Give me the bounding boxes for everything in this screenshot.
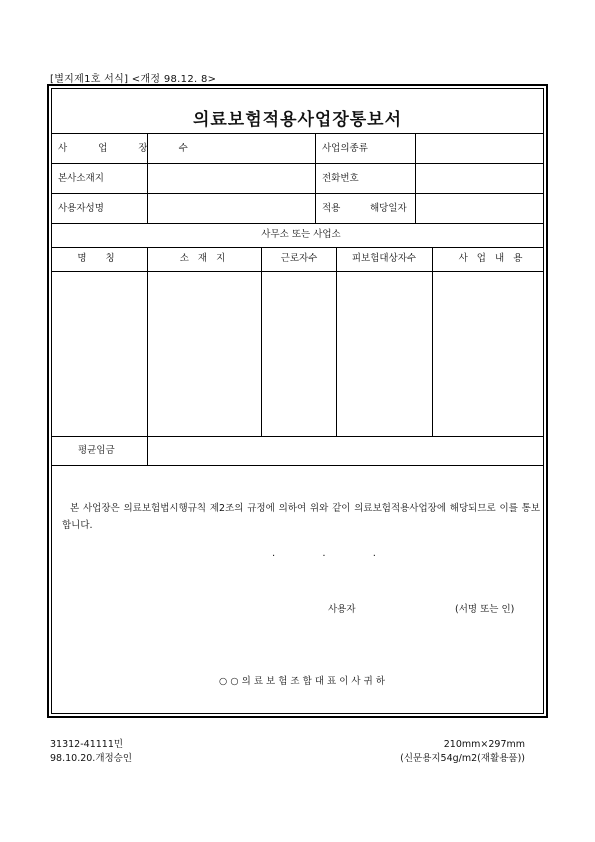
row-divider: [52, 223, 543, 224]
phone-label: 전화번호: [322, 173, 359, 184]
average-wage-label: 평균임금: [78, 445, 115, 456]
row-divider: [52, 133, 543, 134]
notice-text: 본 사업장은 의료보험법시행규칙 제2조의 규정에 의하여 위와 같이 의료보험적용사업장에 해당되므로 이를 통보합니다.: [62, 503, 540, 531]
form-number-note: [별지제1호 서식] <개정 98.12. 8>: [50, 74, 217, 85]
row-divider: [52, 247, 543, 248]
column-divider: [415, 133, 416, 223]
footer-code: 31312-41111민: [50, 739, 124, 750]
offices-column-insured: 피보험대상자수: [351, 253, 417, 264]
row-divider: [52, 163, 543, 164]
form-body: [51, 88, 544, 714]
employer-label: 사용자: [328, 604, 356, 615]
offices-column-business: 사 업 내 용: [458, 253, 526, 264]
recipient-line: ○ ○ 의 료 보 험 조 합 대 표 이 사 귀 하: [219, 676, 385, 687]
applicable-label: 적용: [322, 203, 341, 214]
column-divider: [261, 247, 262, 436]
employer-name-label: 사용자성명: [58, 203, 104, 214]
form-frame: [47, 84, 548, 718]
footer-size: 210mm×297mm: [443, 739, 525, 750]
head-office-label: 본사소재지: [58, 173, 104, 184]
applicable-date-label: 해당일자: [370, 203, 407, 214]
footer-paper: (신문용지54g/m2(재활용품)): [400, 753, 525, 764]
row-divider: [52, 271, 543, 272]
business-type-label: 사업의종류: [322, 143, 368, 154]
row-divider: [52, 465, 543, 466]
offices-section-label: 사무소 또는 사업소: [261, 229, 341, 240]
footer-approval: 98.10.20.개정승인: [50, 753, 133, 764]
offices-column-workers: 근로자수: [280, 253, 318, 264]
date-blank: . . .: [272, 548, 398, 559]
row-divider: [52, 193, 543, 194]
offices-column-name: 명 칭: [77, 253, 123, 264]
workplace-name-label: 사 업 장 수: [58, 143, 202, 154]
column-divider: [432, 247, 433, 436]
column-divider: [336, 247, 337, 436]
form-title: 의료보험적용사업장통보서: [192, 110, 403, 130]
column-divider: [147, 247, 148, 465]
signature-label: (서명 또는 인): [455, 604, 515, 615]
offices-column-location: 소 재 지: [179, 253, 229, 264]
column-divider: [315, 133, 316, 223]
row-divider: [52, 436, 543, 437]
